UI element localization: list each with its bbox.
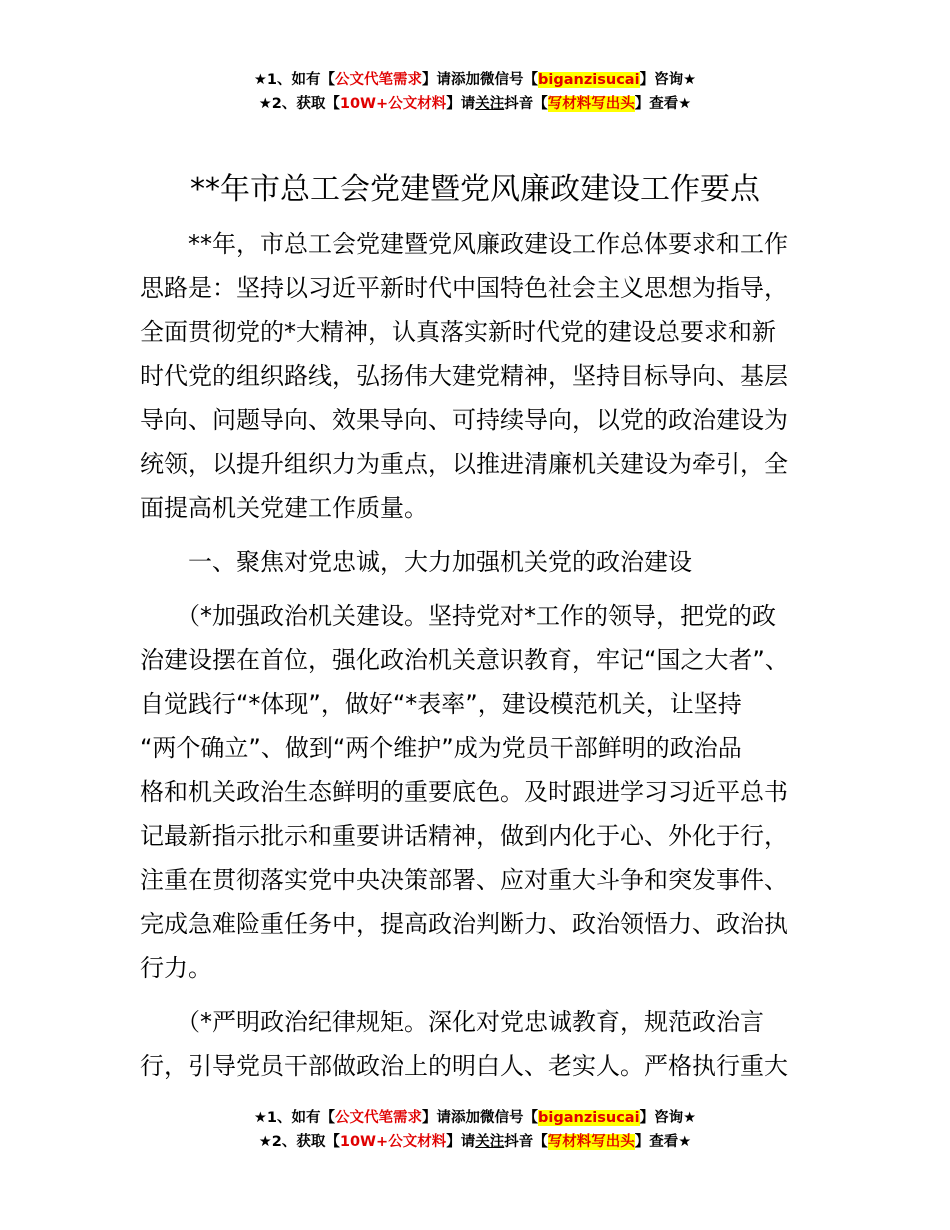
text-line: 思路是：坚持以习近平新时代中国特色社会主义思想为指导， (140, 274, 788, 302)
banner-line-2: ★2、获取【10W+公文材料】请关注抖音【写材料写出头】查看★ (258, 96, 692, 112)
text-line: 自觉践行“*体现”，做好“*表率”，建设模范机关，让坚持 (140, 690, 742, 718)
text-line: （*加强政治机关建设。坚持党对*工作的领导，把党的政 (140, 602, 776, 630)
text-line: “两个确立”、做到“两个维护”成为党员干部鲜明的政治品 (140, 734, 742, 762)
header-banner (0, 68, 950, 116)
text-line: 行力。 (140, 954, 212, 982)
banner-line-1: ★1、如有【公文代笔需求】请添加微信号【biganzisucai】咨询★ (253, 72, 697, 88)
document-body (140, 222, 820, 1088)
footer-banner (0, 1106, 950, 1154)
paragraph-intro (140, 222, 820, 530)
text-line: **年，市总工会党建暨党风廉政建设工作总体要求和工作 (140, 230, 788, 258)
text-line: 注重在贯彻落实党中央决策部署、应对重大斗争和突发事件、 (140, 866, 788, 894)
banner-line-2: ★2、获取【10W+公文材料】请关注抖音【写材料写出头】查看★ (258, 1134, 692, 1150)
banner-line-1: ★1、如有【公文代笔需求】请添加微信号【biganzisucai】咨询★ (253, 1110, 697, 1126)
underline-follow: 关注 (475, 96, 505, 112)
text-line: 完成急难险重任务中，提高政治判断力、政治领悟力、政治执 (140, 910, 788, 938)
highlight-wechat-id: biganzisucai (538, 1110, 640, 1126)
highlight-douyin-account: 写材料写出头 (547, 1134, 635, 1150)
highlight-wechat-id: biganzisucai (538, 72, 640, 88)
text-line: 全面贯彻党的*大精神，认真落实新时代党的建设总要求和新 (140, 318, 776, 346)
highlight-materials: 10W+公文材料 (339, 96, 447, 112)
text-line: 统领，以提升组织力为重点，以推进清廉机关建设为牵引，全 (140, 450, 788, 478)
paragraph-political-organ (140, 594, 820, 990)
section-heading-1 (140, 540, 820, 584)
highlight-materials: 10W+公文材料 (339, 1134, 447, 1150)
highlight-writing-service: 公文代笔需求 (335, 72, 423, 88)
text-line: 行，引导党员干部做政治上的明白人、老实人。严格执行重大 (140, 1052, 788, 1080)
underline-follow: 关注 (475, 1134, 505, 1150)
text-line: 导向、问题导向、效果导向、可持续导向，以党的政治建设为 (140, 406, 788, 434)
text-line: 格和机关政治生态鲜明的重要底色。及时跟进学习习近平总书 (140, 778, 788, 806)
highlight-douyin-account: 写材料写出头 (547, 96, 635, 112)
text-line: 记最新指示批示和重要讲话精神，做到内化于心、外化于行， (140, 822, 788, 850)
text-line: 治建设摆在首位，强化政治机关意识教育，牢记“国之大者”、 (140, 646, 789, 674)
paragraph-political-discipline (140, 1000, 820, 1088)
text-line: 时代党的组织路线，弘扬伟大建党精神，坚持目标导向、基层 (140, 362, 788, 390)
document-title: **年市总工会党建暨党风廉政建设工作要点 (190, 172, 760, 207)
highlight-writing-service: 公文代笔需求 (335, 1110, 423, 1126)
text-line: （*严明政治纪律规矩。深化对党忠诚教育，规范政治言 (140, 1008, 764, 1036)
text-line: 一、聚焦对党忠诚，大力加强机关党的政治建设 (140, 548, 692, 576)
text-line: 面提高机关党建工作质量。 (140, 494, 428, 522)
